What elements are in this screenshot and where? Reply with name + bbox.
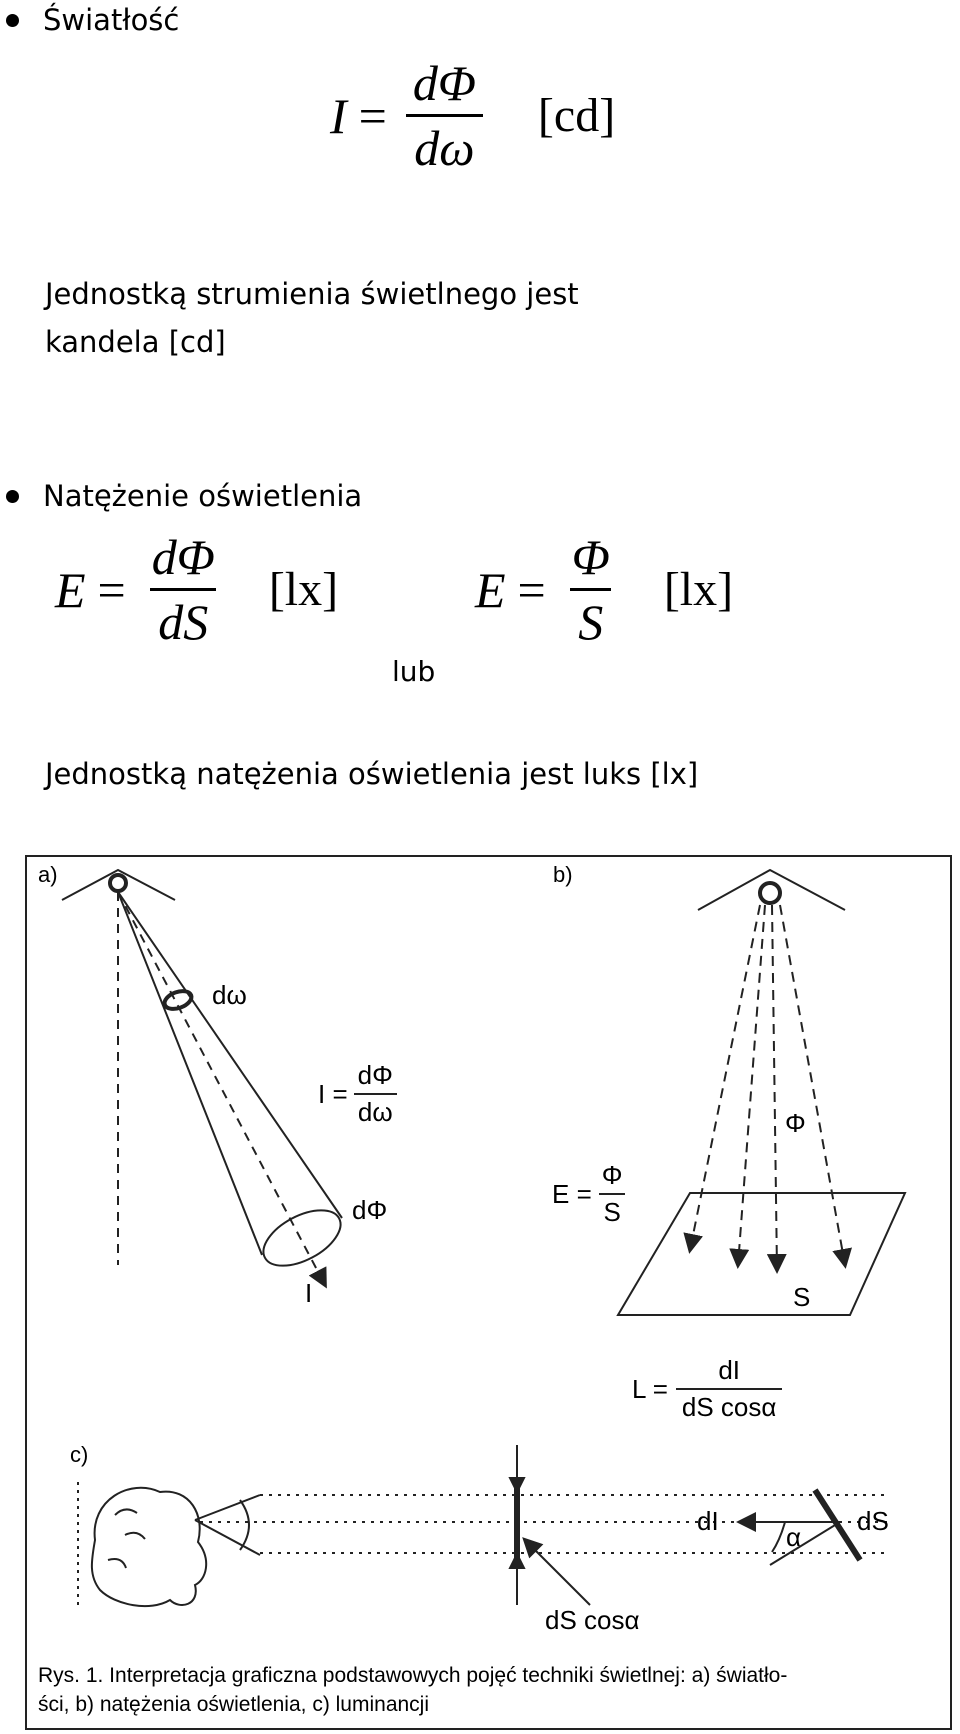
arrow-head-top: [510, 1478, 524, 1492]
panel-c-label: c): [70, 1442, 89, 1467]
figure-caption-line-2: ści, b) natężenia oświetlenia, c) luminancji: [38, 1693, 430, 1716]
surface-element: [815, 1490, 860, 1560]
cone-axis-arrow: [118, 892, 325, 1285]
label-dI: dI: [697, 1506, 719, 1536]
surface-plane: [618, 1193, 905, 1315]
formula-lhs: I: [330, 87, 347, 144]
normal-line: [770, 1522, 840, 1565]
eye-cone-bottom: [195, 1520, 260, 1555]
ray-1: [690, 905, 760, 1250]
label-phi: Φ: [785, 1108, 806, 1138]
formula-numerator: dΦ: [412, 55, 476, 111]
label-dw: dω: [212, 980, 247, 1010]
formula-denominator: dω: [406, 114, 482, 173]
arrow-head-bottom: [510, 1554, 524, 1568]
cone-left-edge: [118, 892, 262, 1255]
projection-pointer: [525, 1540, 590, 1605]
connector-lub: lub: [392, 655, 436, 688]
formula-numerator: Φ: [571, 529, 610, 585]
label-alpha: α: [786, 1522, 802, 1552]
observer-face: [92, 1488, 206, 1606]
label-S: S: [793, 1282, 811, 1312]
section-title-swiatlosc: Światłość: [43, 3, 180, 37]
label-I: I: [305, 1278, 313, 1308]
eq-num: Φ: [601, 1160, 623, 1190]
formula-unit: [lx]: [663, 562, 734, 616]
paragraph-kandela: Jednostką strumienia świetlnego jest kandela [cd]: [45, 277, 579, 359]
formula-numerator: dΦ: [151, 529, 215, 585]
cone-base: [255, 1199, 350, 1277]
light-source: [760, 883, 780, 903]
eq-num: dΦ: [357, 1060, 393, 1090]
panel-b-drawing: [618, 870, 905, 1315]
eq-den: S: [599, 1193, 624, 1228]
formula-unit: [cd]: [537, 88, 616, 142]
panel-a-drawing: [62, 870, 349, 1285]
ray-2: [738, 905, 765, 1265]
panel-a-label: a): [38, 862, 58, 887]
formula-unit: [lx]: [268, 562, 339, 616]
eq-den: dS cosα: [676, 1388, 783, 1423]
label-dS-cos-alpha: dS cosα: [545, 1605, 640, 1635]
label-dphi: dΦ: [352, 1195, 388, 1225]
eye-angle-arc: [240, 1500, 249, 1550]
formula-eq: =: [517, 561, 546, 618]
eye-cone-top: [195, 1495, 260, 1520]
eq-den: dω: [354, 1093, 397, 1128]
equation-luminance: [632, 1355, 782, 1423]
label-dS: dS: [857, 1506, 889, 1536]
angle-arc: [772, 1522, 785, 1552]
cone-right-edge: [118, 892, 342, 1218]
eq-lhs: E =: [552, 1178, 592, 1209]
equation-intensity: [318, 1060, 397, 1128]
solid-angle-ring: [162, 988, 194, 1013]
section-title-natezenie: Natężenie oświetlenia: [43, 479, 363, 513]
formula-eq: =: [97, 561, 126, 618]
figure-caption-line-1: Rys. 1. Interpretacja graficzna podstawowych pojęć techniki świetlnej: a) światło-: [38, 1664, 788, 1687]
eq-fraction: [354, 1060, 397, 1128]
panel-b-label: b): [553, 862, 573, 887]
ray-3: [772, 905, 777, 1270]
eq-fraction: [676, 1355, 783, 1423]
eq-lhs: I =: [318, 1078, 348, 1109]
panel-c-drawing: [78, 1445, 890, 1606]
face-detail: [108, 1509, 145, 1568]
formula-lhs: E: [475, 561, 506, 618]
formula-denominator: S: [570, 588, 611, 647]
formula-denominator: dS: [150, 588, 216, 647]
formula-lhs: E: [55, 561, 86, 618]
light-source: [110, 875, 126, 891]
ray-4: [780, 905, 845, 1265]
eq-lhs: L =: [632, 1373, 668, 1404]
equation-illuminance: [552, 1160, 627, 1228]
formula-eq: =: [358, 87, 387, 144]
eq-num: dI: [718, 1355, 741, 1385]
paragraph-luks: Jednostką natężenia oświetlenia jest luks [lx]: [45, 757, 699, 791]
eq-fraction: [598, 1160, 627, 1228]
